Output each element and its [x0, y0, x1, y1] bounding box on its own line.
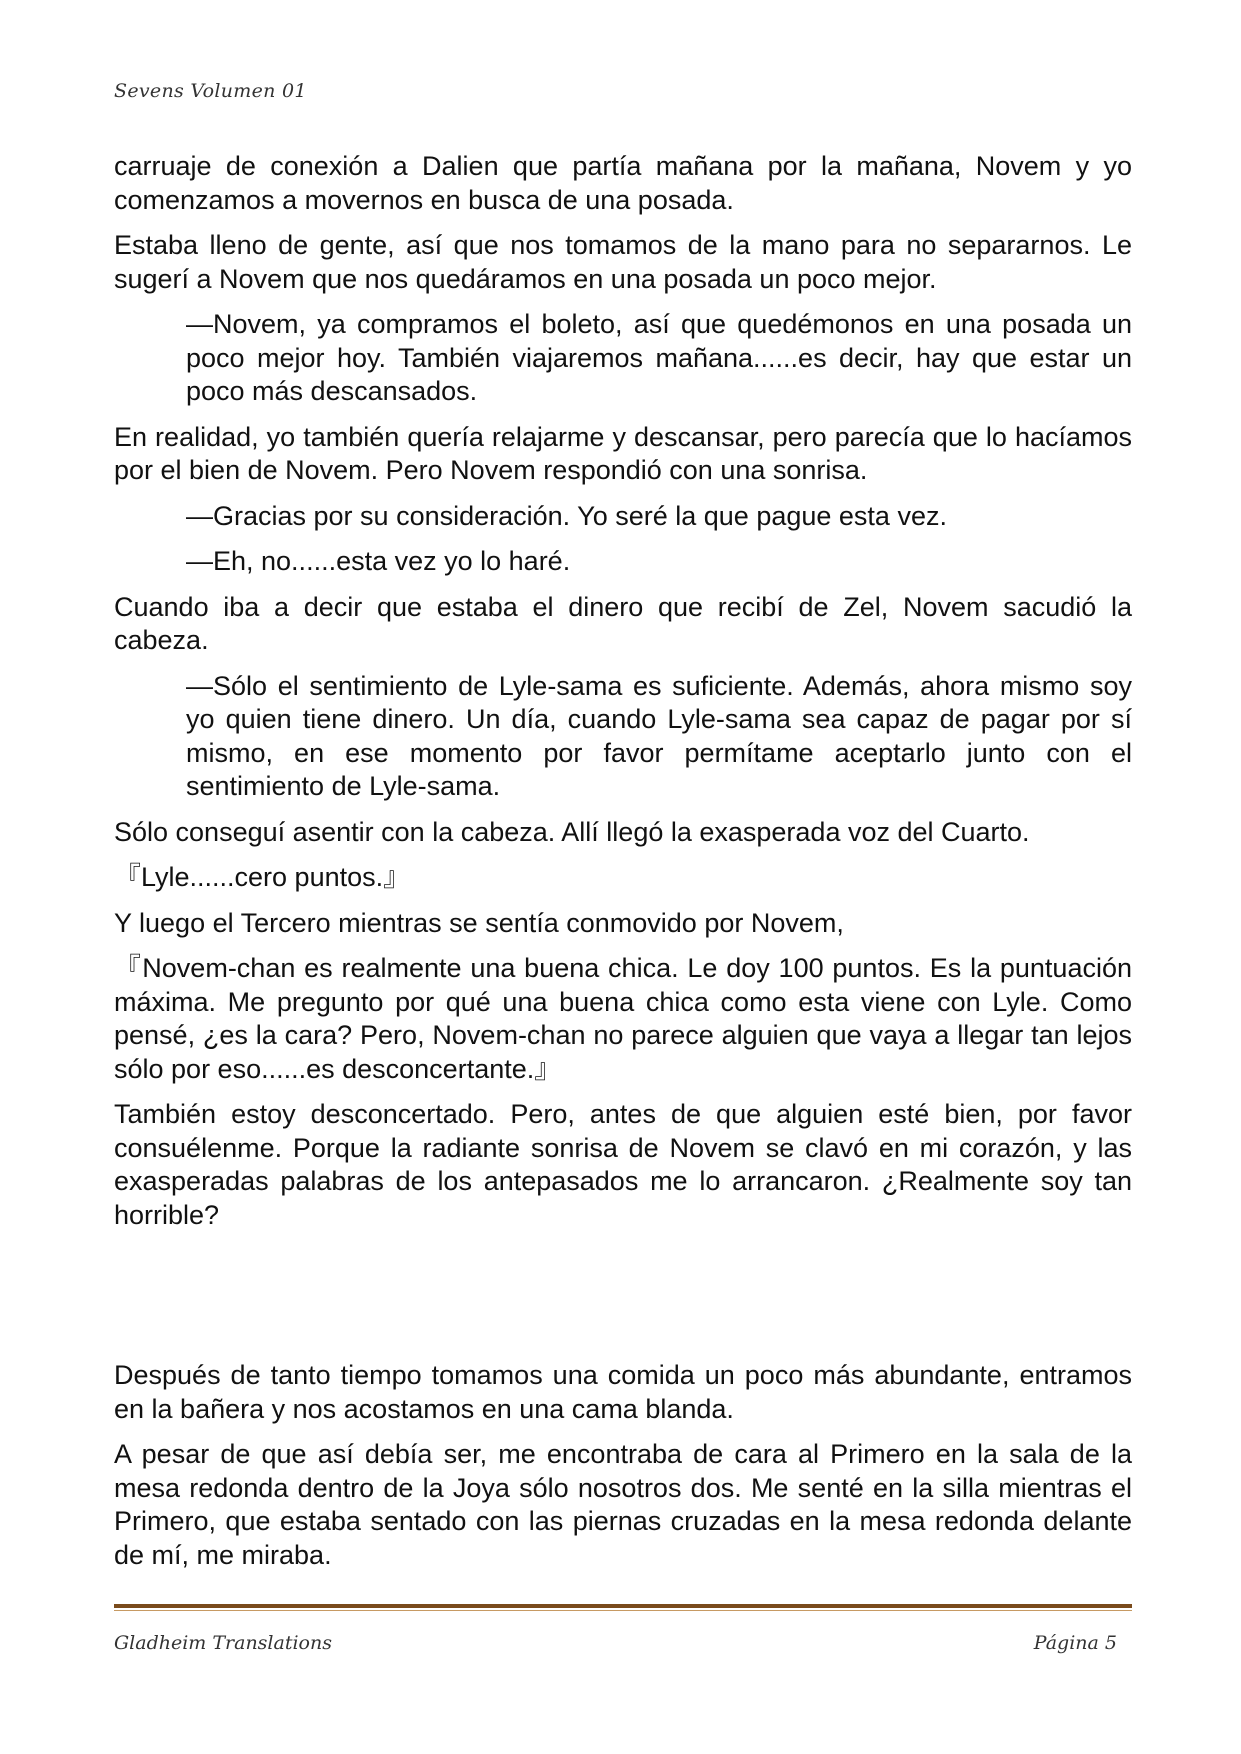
paragraph: Estaba lleno de gente, así que nos tomamos de la mano para no separarnos. Le sugerí a Novem que nos quedáramos en una posada un poco mejor. — [114, 230, 1132, 294]
paragraph: Y luego el Tercero mientras se sentía conmovido por Novem, — [114, 907, 844, 938]
footer-rule-thick — [114, 1604, 1132, 1608]
footer-rule — [114, 1604, 1132, 1611]
scene-break — [114, 1244, 1132, 1359]
running-header: Sevens Volumen 01 — [114, 80, 307, 102]
dialogue-paragraph: —Gracias por su consideración. Yo seré la que pague esta vez. — [186, 500, 947, 531]
paragraph: También estoy desconcertado. Pero, antes de que alguien esté bien, por favor consuélenme. Porque la radiante sonrisa de Novem se clavó en mi corazón, y las exasperadas palabras de los antepasados me lo arrancaron. ¿Realmente soy tan horrible? — [114, 1099, 1132, 1230]
paragraph: Cuando iba a decir que estaba el dinero que recibí de Zel, Novem sacudió la cabeza. — [114, 591, 1132, 655]
paragraph: Sólo conseguí asentir con la cabeza. Allí llegó la exasperada voz del Cuarto. — [114, 816, 1030, 847]
telepathic-quote: 『Lyle......cero puntos.』 — [114, 862, 411, 892]
paragraph: carruaje de conexión a Dalien que partía mañana por la mañana, Novem y yo comenzamos a movernos en busca de una posada. — [114, 151, 1132, 215]
paragraph: Después de tanto tiempo tomamos una comida un poco más abundante, entramos en la bañera y nos acostamos en una cama blanda. — [114, 1360, 1132, 1424]
footer-rule-thin — [114, 1610, 1132, 1611]
dialogue-paragraph: —Sólo el sentimiento de Lyle-sama es suficiente. Además, ahora mismo soy yo quien tiene dinero. Un día, cuando Lyle-sama sea capaz de pagar por sí mismo, en ese momento por favor permítame aceptarlo junto con el sentimiento de Lyle-sama. — [186, 670, 1132, 801]
footer-publisher: Gladheim Translations — [114, 1632, 332, 1654]
telepathic-quote: 『Novem-chan es realmente una buena chica. Le doy 100 puntos. Es la puntuación máxima. Me pregunto por qué una buena chica como esta viene con Lyle. Como pensé, ¿es la cara? Pero, Novem-chan no parece alguien que vaya a llegar tan lejos sólo por eso......es desconcertante.』 — [114, 953, 1132, 1084]
footer-page-number: Página 5 — [1033, 1632, 1117, 1654]
dialogue-paragraph: —Novem, ya compramos el boleto, así que quedémonos en una posada un poco mejor hoy. También viajaremos mañana......es decir, hay que estar un poco más descansados. — [186, 309, 1132, 406]
paragraph: A pesar de que así debía ser, me encontraba de cara al Primero en la sala de la mesa redonda dentro de la Joya sólo nosotros dos. Me senté en la silla mientras el Primero, que estaba sentado con las piernas cruzadas en la mesa redonda delante de mí, me miraba. — [114, 1439, 1132, 1570]
dialogue-paragraph: —Eh, no......esta vez yo lo haré. — [186, 546, 571, 576]
paragraph: En realidad, yo también quería relajarme y descansar, pero parecía que lo hacíamos por el bien de Novem. Pero Novem respondió con una sonrisa. — [114, 421, 1132, 485]
body-text — [114, 150, 1132, 1584]
